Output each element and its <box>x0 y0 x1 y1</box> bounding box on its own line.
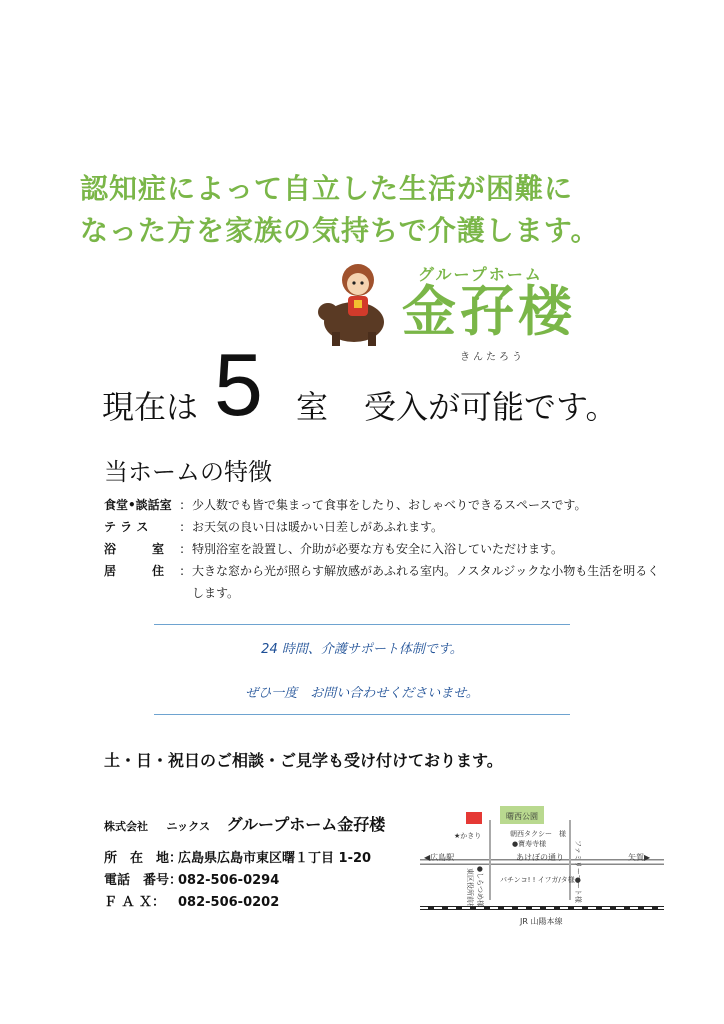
home-name: グループホーム金孖楼 <box>226 815 386 834</box>
fax-number: 082-506-0202 <box>178 895 280 910</box>
availability-suffix: 受入が可能です。 <box>364 388 618 426</box>
phone-number: 082-506-0294 <box>178 873 280 888</box>
feature-separator: : <box>180 564 185 578</box>
contact-key: 所 在 地： <box>104 851 183 866</box>
address: 広島県広島市東区曙１丁目 1-20 <box>178 851 372 866</box>
feature-item <box>104 538 664 560</box>
contact-key: Ｆ Ａ Ｘ： <box>104 895 166 910</box>
company-brand: ニックス <box>166 820 210 833</box>
feature-separator: : <box>180 542 185 556</box>
map-right-label: 矢賀▶ <box>628 853 651 862</box>
support-banner: 24 時間、介護サポート体制です。 <box>261 642 463 657</box>
company-type: 株式会社 <box>104 820 148 833</box>
map-ward-office-label: 東区役所前様 <box>466 868 474 910</box>
headline-line-2: なった方を家族の気持ちで介護します。 <box>80 214 600 247</box>
divider-top <box>154 624 570 625</box>
contact-row <box>104 848 371 870</box>
map-station-left: ◀広島駅 <box>424 853 455 862</box>
map-home-marker <box>466 812 482 824</box>
features-title: 当ホームの特徴 <box>104 458 272 486</box>
logo-subtitle: グループホーム <box>418 265 543 284</box>
feature-desc: 特別浴室を設置し、介助が必要な方も安全に入浴していただけます。 <box>192 542 564 556</box>
availability-prefix: 現在は <box>102 388 199 426</box>
feature-label: 食堂•談話室 <box>104 498 172 512</box>
features-list <box>104 494 664 604</box>
feature-separator: : <box>180 520 185 534</box>
map-taxi-label: 朝西タクシー 様 <box>510 830 566 838</box>
map-rail-label: JR 山陽本線 <box>520 917 563 926</box>
divider-bottom <box>154 714 570 715</box>
feature-desc: 少人数でも皆で集まって食事をしたり、おしゃべりできるスペースです。 <box>192 498 587 512</box>
logo-reading: きんたろう <box>460 352 525 363</box>
map-home-label: ★かきり <box>454 832 482 840</box>
logo-name: 金孖楼 <box>402 280 576 343</box>
feature-desc: 大きな窓から光が照らす解放感があふれる室内。ノスタルジックな小物も生活を明るくします。 <box>192 564 660 600</box>
feature-separator: : <box>180 498 185 512</box>
map-pachinko-label: パチンコ! ! イフガ/タ様● <box>500 876 581 884</box>
contact-info <box>104 848 371 914</box>
map-temple-label: ●寶寿寺様 <box>512 840 547 848</box>
feature-label: テ ラ ス <box>104 520 149 534</box>
feature-desc: お天気の良い日は暖かい日差しがあふれます。 <box>192 520 444 534</box>
feature-label: 居 住 <box>104 564 165 578</box>
feature-label: 浴 室 <box>104 542 165 556</box>
feature-item <box>104 494 664 516</box>
access-map <box>420 800 664 930</box>
company-name <box>104 812 385 835</box>
availability-number: 5 <box>214 335 263 434</box>
headline-line-1: 認知症によって自立した生活が困難に <box>80 172 574 205</box>
availability-line <box>102 335 662 434</box>
contact-key: 電話 番号： <box>104 873 183 888</box>
availability-unit: 室 <box>296 388 329 426</box>
map-store-label: ファミリーマート様 <box>574 840 582 903</box>
contact-row <box>104 870 371 892</box>
feature-item <box>104 516 664 538</box>
map-street-label: あけぼの通り <box>516 853 564 862</box>
headline <box>80 168 680 252</box>
mascot-icon <box>318 260 408 350</box>
map-park-label: 曙西公園 <box>506 812 538 821</box>
contact-invite: ぜひ一度 お問い合わせくださいませ。 <box>245 686 479 701</box>
feature-item <box>104 560 664 604</box>
weekend-notice: 土・日・祝日のご相談・ご見学も受け付けております。 <box>104 751 503 770</box>
map-shop-label: ●しらつめ様 <box>476 866 484 908</box>
contact-row <box>104 892 371 914</box>
